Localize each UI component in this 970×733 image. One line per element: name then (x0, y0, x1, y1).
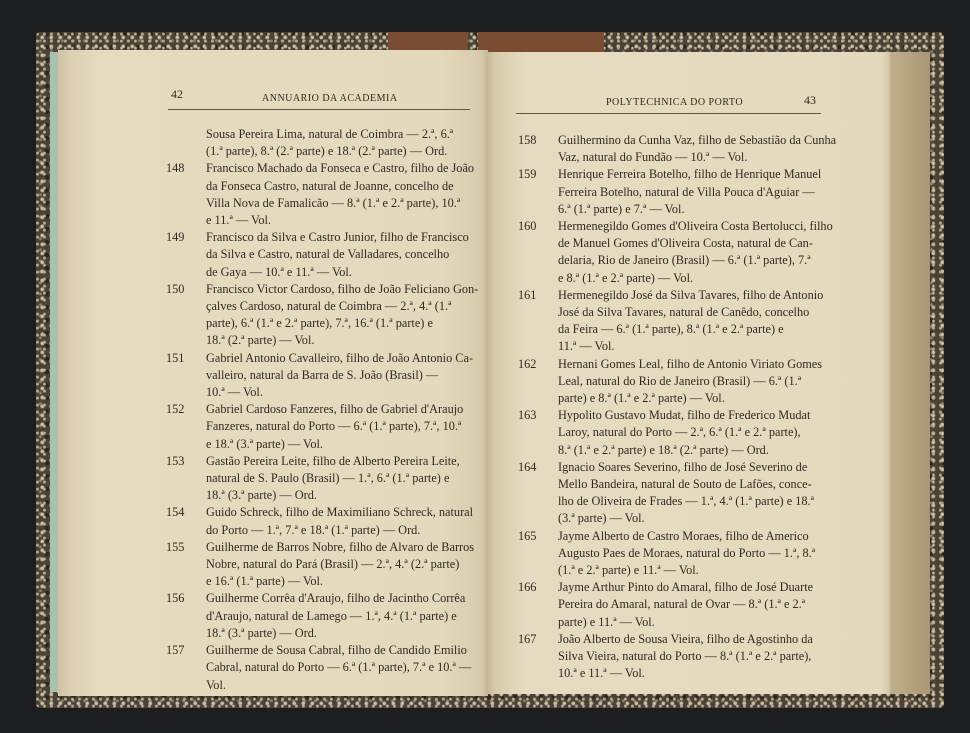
entry-line: lho de Oliveira de Frades — 1.ª, 4.ª (1.ª parte) e 18.ª (558, 494, 815, 509)
list-item (518, 218, 833, 287)
entry-line: João Alberto de Sousa Vieira, filho de Agostinho da (558, 631, 813, 646)
list-item (166, 350, 474, 402)
entry-line: Francisco Machado da Fonseca e Castro, filho de João (206, 161, 475, 176)
entry-line: Ignacio Soares Severino, filho de José Severino de (558, 459, 808, 474)
page-number: 42 (171, 87, 183, 101)
entry-line: José da Silva Tavares, natural de Canêdo, concelho (558, 305, 810, 320)
list-item (518, 407, 823, 459)
entry-line: 18.ª (2.ª parte) — Vol. (206, 333, 315, 348)
entry-line: e 16.ª (1.ª parte) — Vol. (206, 574, 323, 589)
entry-text (206, 590, 466, 642)
list-item (166, 401, 466, 453)
entry-number: 151 (166, 350, 185, 365)
list-item (166, 539, 475, 591)
list-item (166, 281, 479, 350)
running-head: POLYTECHNICA DO PORTO (606, 97, 744, 108)
header-rule (168, 109, 470, 110)
entry-number: 153 (166, 453, 185, 468)
right-page (486, 52, 930, 694)
entry-line: Gastão Pereira Leite, filho de Alberto Pereira Leite, (206, 453, 460, 468)
list-item (166, 590, 466, 642)
entry-line: Mello Bandeira, natural de Souto de Lafões, conce- (558, 477, 812, 492)
entry-line: da Fonseca Castro, natural de Joanne, concelho de (206, 178, 454, 193)
entry-number: 154 (166, 505, 185, 520)
entry-text (558, 166, 823, 218)
entry-line: parte) e 8.ª (1.ª e 2.ª parte) — Vol. (558, 391, 725, 406)
entry-line: delaria, Rio de Janeiro (Brasil) — 6.ª (1.ª parte), 7.ª (558, 253, 811, 268)
entry-line: e 18.ª (3.ª parte) — Vol. (206, 436, 323, 451)
entry-number: 158 (518, 133, 537, 147)
entry-text (558, 218, 833, 287)
entry-line: Vaz, natural do Fundão — 10.ª — Vol. (558, 150, 748, 165)
list-item (166, 642, 472, 694)
entry-line: de Manuel Gomes d'Oliveira Costa, natural de Can- (558, 236, 813, 251)
page-number: 43 (804, 93, 816, 107)
entry-number: 166 (518, 580, 537, 595)
entry-line: (1.ª parte), 8.ª (2.ª parte) e 18.ª (2.ª parte) — Ord. (206, 144, 448, 159)
entry-line: Villa Nova de Famalicão — 8.ª (1.ª e 2.ª parte), 10.ª (206, 195, 461, 210)
entry-line: Silva Vieira, natural do Porto — 8.ª (1.ª e 2.ª parte), (558, 649, 812, 664)
entry-line: Guilherme Corrêa d'Araujo, filho de Jacintho Corrêa (206, 591, 466, 606)
entry-line: 6.ª (1.ª parte) e 7.ª — Vol. (558, 201, 685, 216)
entry-line: Fanzeres, natural do Porto — 6.ª (1.ª parte), 7.ª, 10.ª (206, 419, 462, 434)
entry-text (206, 539, 474, 591)
entry-line: 18.ª (3.ª parte) — Ord. (206, 488, 317, 503)
entry-number: 160 (518, 219, 537, 234)
entry-line: 8.ª (1.ª e 2.ª parte) e 18.ª (2.ª parte) — Ord. (558, 442, 769, 457)
entry-line: Gabriel Antonio Cavalleiro, filho de João Antonio Ca- (206, 350, 474, 365)
entry-line: Jayme Arthur Pinto do Amaral, filho de José Duarte (558, 580, 814, 595)
entry-text (206, 229, 469, 281)
entry-line: Cabral, natural do Porto — 6.ª (1.ª parte), 7.ª e 10.ª — (206, 660, 472, 675)
entry-line: Laroy, natural do Porto — 2.ª, 6.ª (1.ª e 2.ª parte), (558, 425, 801, 440)
entry-number: 163 (518, 408, 537, 423)
entry-line: 18.ª (3.ª parte) — Ord. (206, 625, 317, 640)
list-item (518, 132, 837, 166)
entry-line: Guilhermino da Cunha Vaz, filho de Sebastião da Cunha (558, 133, 837, 147)
entry-line: parte), 6.ª (1.ª e 2.ª parte), 7.ª, 16.ª (1.ª parte) e (206, 316, 433, 331)
entry-number: 161 (518, 287, 537, 302)
entry-text (206, 401, 466, 453)
entry-line: Jayme Alberto de Castro Moraes, filho de Americo (558, 528, 809, 543)
entry-text (206, 126, 466, 160)
list-item (166, 160, 475, 229)
list-item (518, 287, 823, 356)
list-item (518, 356, 823, 408)
entry-line: Hypolito Gustavo Mudat, filho de Frederico Mudat (558, 408, 811, 423)
entry-number: 152 (166, 402, 185, 417)
entry-text (206, 350, 473, 402)
entry-line: e 11.ª — Vol. (206, 213, 271, 228)
entry-line: Hermenegildo Gomes d'Oliveira Costa Bertolucci, filho (558, 219, 833, 234)
list-item (166, 453, 466, 505)
entry-text (558, 459, 823, 528)
list-item (518, 459, 823, 528)
entry-line: 10.ª — Vol. (206, 385, 263, 400)
entry-line: Sousa Pereira Lima, natural de Coimbra — 2.ª, 6.ª (206, 127, 454, 141)
entry-line: de Gaya — 10.ª e 11.ª — Vol. (206, 264, 352, 279)
entry-line: Vol. (206, 677, 226, 692)
running-head: ANNUARIO DA ACADEMIA (262, 93, 398, 104)
entry-line: da Silva e Castro, natural de Valladares, concelho (206, 247, 450, 262)
entry-number: 148 (166, 161, 185, 176)
entry-line: 11.ª — Vol. (558, 339, 615, 354)
entry-text (558, 631, 823, 683)
entry-line: (3.ª parte) — Vol. (558, 511, 645, 526)
entry-line: Guilherme de Sousa Cabral, filho de Candido Emilio (206, 643, 467, 658)
entry-line: parte) e 11.ª — Vol. (558, 614, 655, 629)
entry-line: natural de S. Paulo (Brasil) — 1.ª, 6.ª (1.ª parte) e (206, 471, 450, 486)
entry-line: do Porto — 1.ª, 7.ª e 18.ª (1.ª parte) — Ord. (206, 522, 421, 537)
entry-number: 167 (518, 631, 537, 646)
entry-text (558, 407, 823, 459)
left-page (58, 50, 488, 696)
entry-number: 165 (518, 528, 537, 543)
entry-text (558, 287, 823, 356)
entry-number: 159 (518, 167, 537, 182)
entry-line: Pereira do Amaral, natural de Ovar — 8.ª (1.ª e 2.ª (558, 597, 806, 612)
entry-line: valleiro, natural da Barra de S. João (Brasil) — (206, 367, 439, 382)
entry-line: Francisco da Silva e Castro Junior, filho de Francisco (206, 230, 469, 245)
entry-list (166, 126, 479, 694)
entry-line: Guido Schreck, filho de Maximiliano Schreck, natural (206, 505, 474, 520)
entry-number: 155 (166, 539, 185, 554)
list-item (518, 166, 823, 218)
entry-line: e 8.ª (1.ª e 2.ª parte) — Vol. (558, 270, 694, 285)
entry-line: Ferreira Botelho, natural de Villa Pouca d'Aguiar — (558, 184, 815, 199)
entry-text (558, 528, 823, 580)
entry-text (206, 642, 471, 694)
entry-number: 164 (518, 459, 537, 474)
list-item (166, 126, 466, 160)
entry-text (206, 453, 466, 505)
entry-line: çalves Cardoso, natural de Coimbra — 2.ª, 4.ª (1.ª (206, 299, 452, 314)
entry-line: d'Araujo, natural de Lamego — 1.ª, 4.ª (1.ª parte) e (206, 608, 457, 623)
entry-text (206, 160, 474, 229)
entry-line: Augusto Paes de Moraes, natural do Porto — 1.ª, 8.ª (558, 545, 816, 560)
entry-line: 10.ª e 11.ª — Vol. (558, 666, 645, 681)
entry-line: Hermenegildo José da Silva Tavares, filho de Antonio (558, 287, 824, 302)
entry-number: 149 (166, 230, 185, 245)
entry-number (166, 126, 206, 160)
entry-line: da Feira — 6.ª (1.ª parte), 8.ª (1.ª e 2.ª parte) e (558, 322, 784, 337)
list-item (166, 229, 469, 281)
list-item (166, 504, 474, 538)
entry-text (558, 132, 836, 166)
entry-number: 150 (166, 281, 185, 296)
entry-line: Nobre, natural do Pará (Brasil) — 2.ª, 4.ª (2.ª parte) (206, 557, 460, 572)
entry-line: (1.ª e 2.ª parte) e 11.ª — Vol. (558, 563, 699, 578)
list-item (518, 631, 823, 683)
entry-line: Guilherme de Barros Nobre, filho de Alvaro de Barros (206, 539, 475, 554)
entry-number: 156 (166, 591, 185, 606)
entry-line: Henrique Ferreira Botelho, filho de Henrique Manuel (558, 167, 822, 182)
entry-text (206, 281, 478, 350)
entry-text (558, 356, 823, 408)
entry-number: 157 (166, 643, 185, 658)
header-rule (516, 113, 821, 114)
entry-text (206, 504, 473, 538)
entry-line: Hernani Gomes Leal, filho de Antonio Viriato Gomes (558, 356, 823, 371)
entry-line: Gabriel Cardoso Fanzeres, filho de Gabriel d'Araujo (206, 402, 464, 417)
list-item (518, 579, 823, 631)
entry-text (558, 579, 823, 631)
entry-line: Francisco Victor Cardoso, filho de João Feliciano Gon- (206, 281, 479, 296)
entry-line: Leal, natural do Rio de Janeiro (Brasil) — 6.ª (1.ª (558, 373, 802, 388)
entry-list (518, 132, 837, 683)
entry-number: 162 (518, 356, 537, 371)
list-item (518, 528, 823, 580)
